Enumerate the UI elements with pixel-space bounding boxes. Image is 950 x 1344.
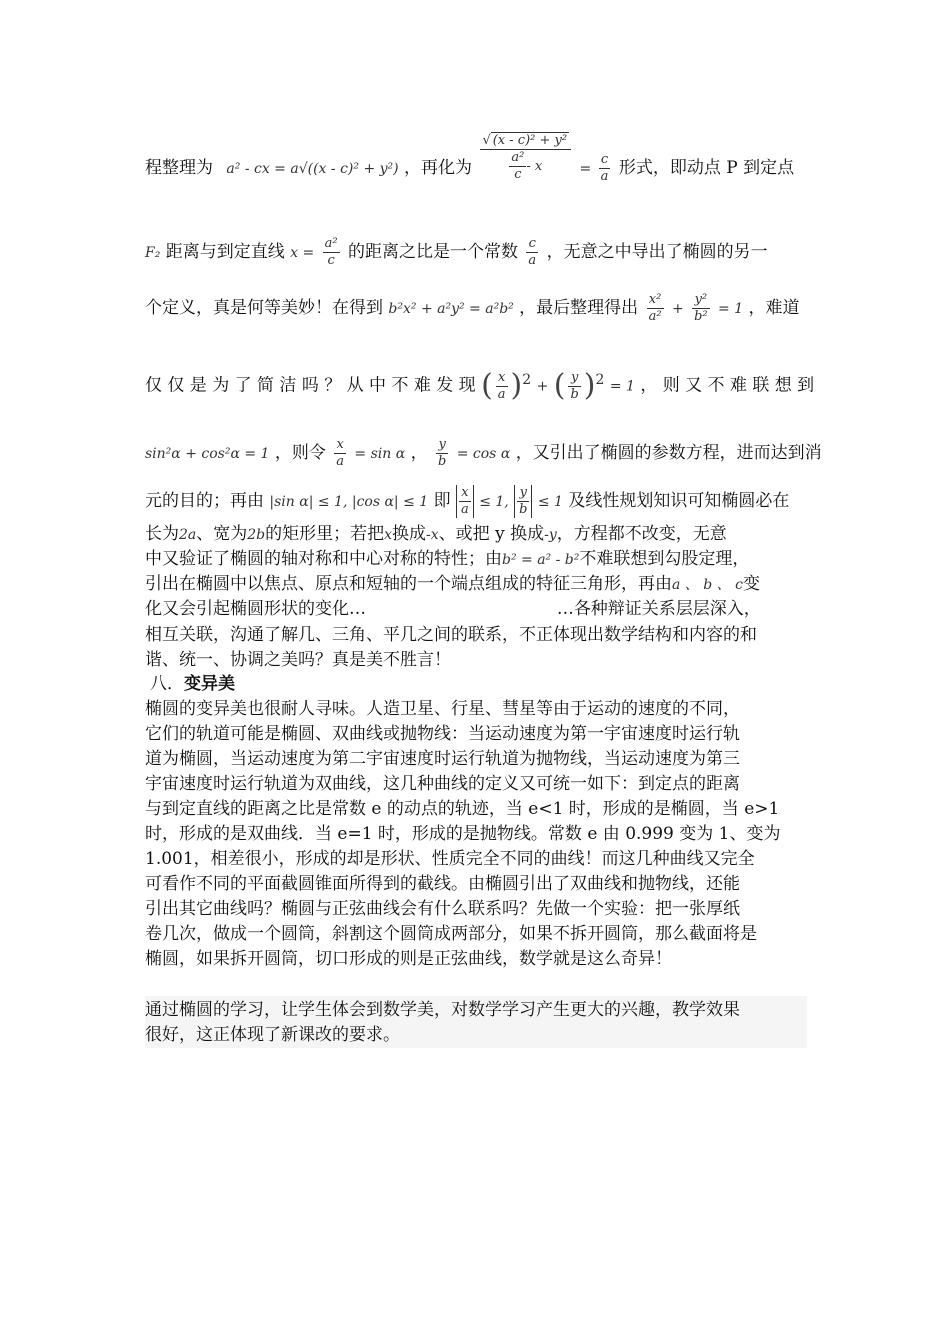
- equals-cos: = cos α: [456, 446, 511, 462]
- section-title: 变异美: [184, 674, 235, 694]
- text-line-8: [145, 547, 807, 572]
- formula-x-over-a: [496, 370, 508, 403]
- equals-one: = 1: [718, 301, 744, 317]
- plus: +: [536, 378, 549, 395]
- sqrt-sign: √: [482, 133, 491, 148]
- text: 个定义，真是何等美妙！在得到: [145, 298, 383, 318]
- text: 中又验证了椭圆的轴对称和中心对称的特性；由: [145, 549, 502, 569]
- num: y: [436, 437, 448, 454]
- num: x: [334, 437, 346, 454]
- text: 及线性规划知识可知椭圆必在: [568, 491, 790, 511]
- formula-2a: 2a: [179, 527, 197, 543]
- le-one: ≤ 1,: [479, 494, 509, 510]
- num: a²: [511, 150, 525, 165]
- text: 仅 仅 是 为 了 简 洁 吗 ？ 从 中 不 难 发 现: [145, 375, 476, 396]
- den: a: [461, 502, 469, 517]
- minus: -: [426, 527, 431, 543]
- text-line-7: [145, 522, 807, 547]
- text: 的距离之比是一个常数: [348, 242, 518, 262]
- formula-ellipse-equation: a² - cx = a√((x - c)² + y²): [226, 161, 399, 177]
- paragraph-line: 时，形成的是双曲线．当 e=1 时，形成的是抛物线。常数 e 由 0.999 变为 1、变为: [145, 824, 781, 844]
- text: 换成: [392, 524, 427, 544]
- den: a: [336, 454, 345, 469]
- den: b: [438, 454, 447, 469]
- section-heading: [150, 672, 235, 696]
- text: 变: [742, 574, 760, 594]
- equals-one: = 1: [609, 378, 635, 395]
- text: 、宽为: [196, 524, 248, 544]
- formula-y-over-b: [568, 370, 580, 403]
- text: 长为: [145, 524, 179, 544]
- text-line-10: [145, 597, 807, 621]
- den: a²: [648, 309, 662, 324]
- paragraph-line: 卷几次，做成一个圆筒，斜割这个圆筒成两部分，如果不拆开圆筒，那么截面将是: [145, 924, 757, 944]
- formula-2b: 2b: [247, 527, 266, 543]
- text: 程整理为: [145, 158, 213, 178]
- formula-trig-bound: |sin α| ≤ 1, |cos α| ≤ 1: [269, 494, 429, 510]
- conclusion-line: 很好，这正体现了新课改的要求。: [145, 1025, 400, 1045]
- equals-sin: = sin α: [354, 446, 406, 462]
- text-line-3: [145, 292, 807, 325]
- formula-x2-over-a2: $\frac{\text{x²}}{\text{a²}}$: [648, 292, 662, 324]
- paren-open: (: [481, 368, 493, 404]
- paragraph-line: 道为椭圆，当运动速度为第二宇宙速度时运行轨道为抛物线，当运动速度为第三: [145, 749, 740, 769]
- formula-b2: b² = a² - b²: [502, 552, 580, 568]
- abs-y-over-b: [514, 485, 532, 518]
- formula-x: x: [430, 527, 439, 543]
- paragraph-line: 椭圆，如果拆开圆筒，切口形成的则是正弦曲线，数学就是这么奇异！: [145, 949, 672, 969]
- text: 、或把 y 换成: [438, 524, 545, 544]
- text-line-5: [145, 437, 822, 470]
- paragraph-line: 椭圆的变异美也很耐人寻味。人造卫星、行星、彗星等由于运动的速度的不同，: [145, 699, 740, 719]
- formula-a2-over-c: [323, 236, 340, 269]
- text-line-6: [145, 485, 807, 518]
- den: c: [327, 253, 335, 268]
- paragraph-line: 1.001，相差很小，形成的却是形状、性质完全不同的曲线！而这几种曲线又完全: [145, 849, 755, 869]
- num: c: [599, 152, 611, 169]
- text: ，方程都不改变，无意: [556, 524, 727, 544]
- text: ，最后整理得出: [519, 298, 639, 318]
- formula-b2x2: b²x² + a²y² = a²b²: [388, 301, 514, 317]
- section-number: 八．: [150, 674, 184, 694]
- text: 距离与到定直线: [165, 242, 285, 262]
- formula-distance-ratio: [480, 132, 571, 183]
- num: a²: [324, 236, 338, 251]
- text-line-11: 相互关联，沟通了解几、三角、平几之间的联系，不正体现出数学结构和内容的和: [145, 625, 757, 645]
- formula-y: y: [548, 527, 557, 543]
- paragraph-line: 可看作不同的平面截圆锥面所得到的截线。由椭圆引出了双曲线和抛物线，还能: [145, 874, 740, 894]
- formula-F2: F₂: [145, 245, 161, 261]
- num: x: [459, 485, 471, 502]
- text-line-4: 仅 仅 是 为 了 简 洁 吗 ？ 从 中 不 难 发 现 ( $\frac{x}{a}$ )$^2$ + ( $\frac{y}{b}$ )$^2$ = 1 ， 则 又 不 难 联 想 到: [145, 368, 815, 404]
- conclusion-line: 通过椭圆的学习，让学生体会到数学美，对数学学习产生更大的兴趣，教学效果: [145, 1000, 740, 1020]
- formula-y2-over-b2: $\frac{\text{y²}}{\text{b²}}$: [694, 292, 708, 324]
- abs-x-over-a: [456, 485, 474, 518]
- num: c: [526, 236, 538, 253]
- equals: =: [579, 161, 596, 177]
- text: ，无意之中导出了椭圆的另一: [546, 242, 768, 262]
- text-line-1: [145, 133, 807, 185]
- den: a: [528, 253, 537, 268]
- formula-x: x: [384, 527, 393, 543]
- text: ，则令: [274, 443, 326, 463]
- text: …各种辩证关系层层深入，: [556, 599, 761, 619]
- text: 引出在椭圆中以焦点、原点和短轴的一个端点组成的特征三角形，再由: [145, 574, 672, 594]
- text: ， 则 又 不 难 联 想 到: [640, 375, 815, 396]
- formula-c-over-a: [599, 152, 611, 185]
- text-line-2: [145, 236, 807, 269]
- num: y: [517, 485, 529, 502]
- text: ，: [410, 443, 428, 463]
- text: ，又引出了椭圆的参数方程，进而达到消: [515, 443, 822, 463]
- den: b: [519, 502, 528, 517]
- plus: +: [671, 301, 684, 317]
- paren-open: (: [553, 368, 566, 404]
- paragraph-line: 引出其它曲线吗？椭圆与正弦曲线会有什么联系吗？先做一个实验：把一张厚纸: [145, 899, 740, 919]
- text: ，难道: [748, 298, 800, 318]
- formula-x-over-a: [334, 437, 346, 470]
- text: 化又会引起椭圆形状的变化…: [145, 599, 366, 619]
- text: 即: [433, 491, 451, 511]
- text-line-12: 谐、统一、协调之美吗？真是美不胜言！: [145, 650, 451, 670]
- paragraph-line: 它们的轨道可能是椭圆、双曲线或抛物线：当运动速度为第一宇宙速度时运行轨: [145, 724, 740, 744]
- num: x: [496, 370, 508, 387]
- text: 形式，即动点 P 到定点: [618, 158, 795, 178]
- formula-c-over-a: [526, 236, 538, 269]
- minus: -: [544, 527, 549, 543]
- formula-x-equals: x =: [290, 245, 315, 261]
- den: b: [570, 386, 579, 402]
- formula-y-over-b: [436, 437, 448, 470]
- le-one: ≤ 1: [537, 494, 563, 510]
- den: a: [600, 169, 609, 184]
- sqrt-body: (x - c)² + y²: [492, 133, 568, 148]
- formula-trig-identity: sin²α + cos²α = 1: [145, 446, 270, 462]
- den: c: [514, 167, 522, 182]
- text-line-9: [145, 572, 807, 597]
- den: a: [497, 386, 506, 402]
- num: y: [568, 370, 580, 387]
- text: 不难联想到勾股定理，: [579, 549, 750, 569]
- paragraph-line: 宇宙速度时运行轨道为双曲线，这几种曲线的定义又可统一如下：到定点的距离: [145, 774, 740, 794]
- formula-abc: a 、 b 、 c: [672, 577, 743, 593]
- paren-close: ): [510, 368, 523, 404]
- text: 元的目的；再由: [145, 491, 264, 511]
- paragraph-line: 与到定直线的距离之比是常数 e 的动点的轨迹，当 e<1 时，形成的是椭圆，当 e>1: [145, 799, 780, 819]
- text: ，再化为: [404, 158, 473, 178]
- text: 的矩形里；若把: [265, 524, 385, 544]
- paren-close: ): [583, 368, 596, 404]
- minus-x: - x: [526, 159, 543, 174]
